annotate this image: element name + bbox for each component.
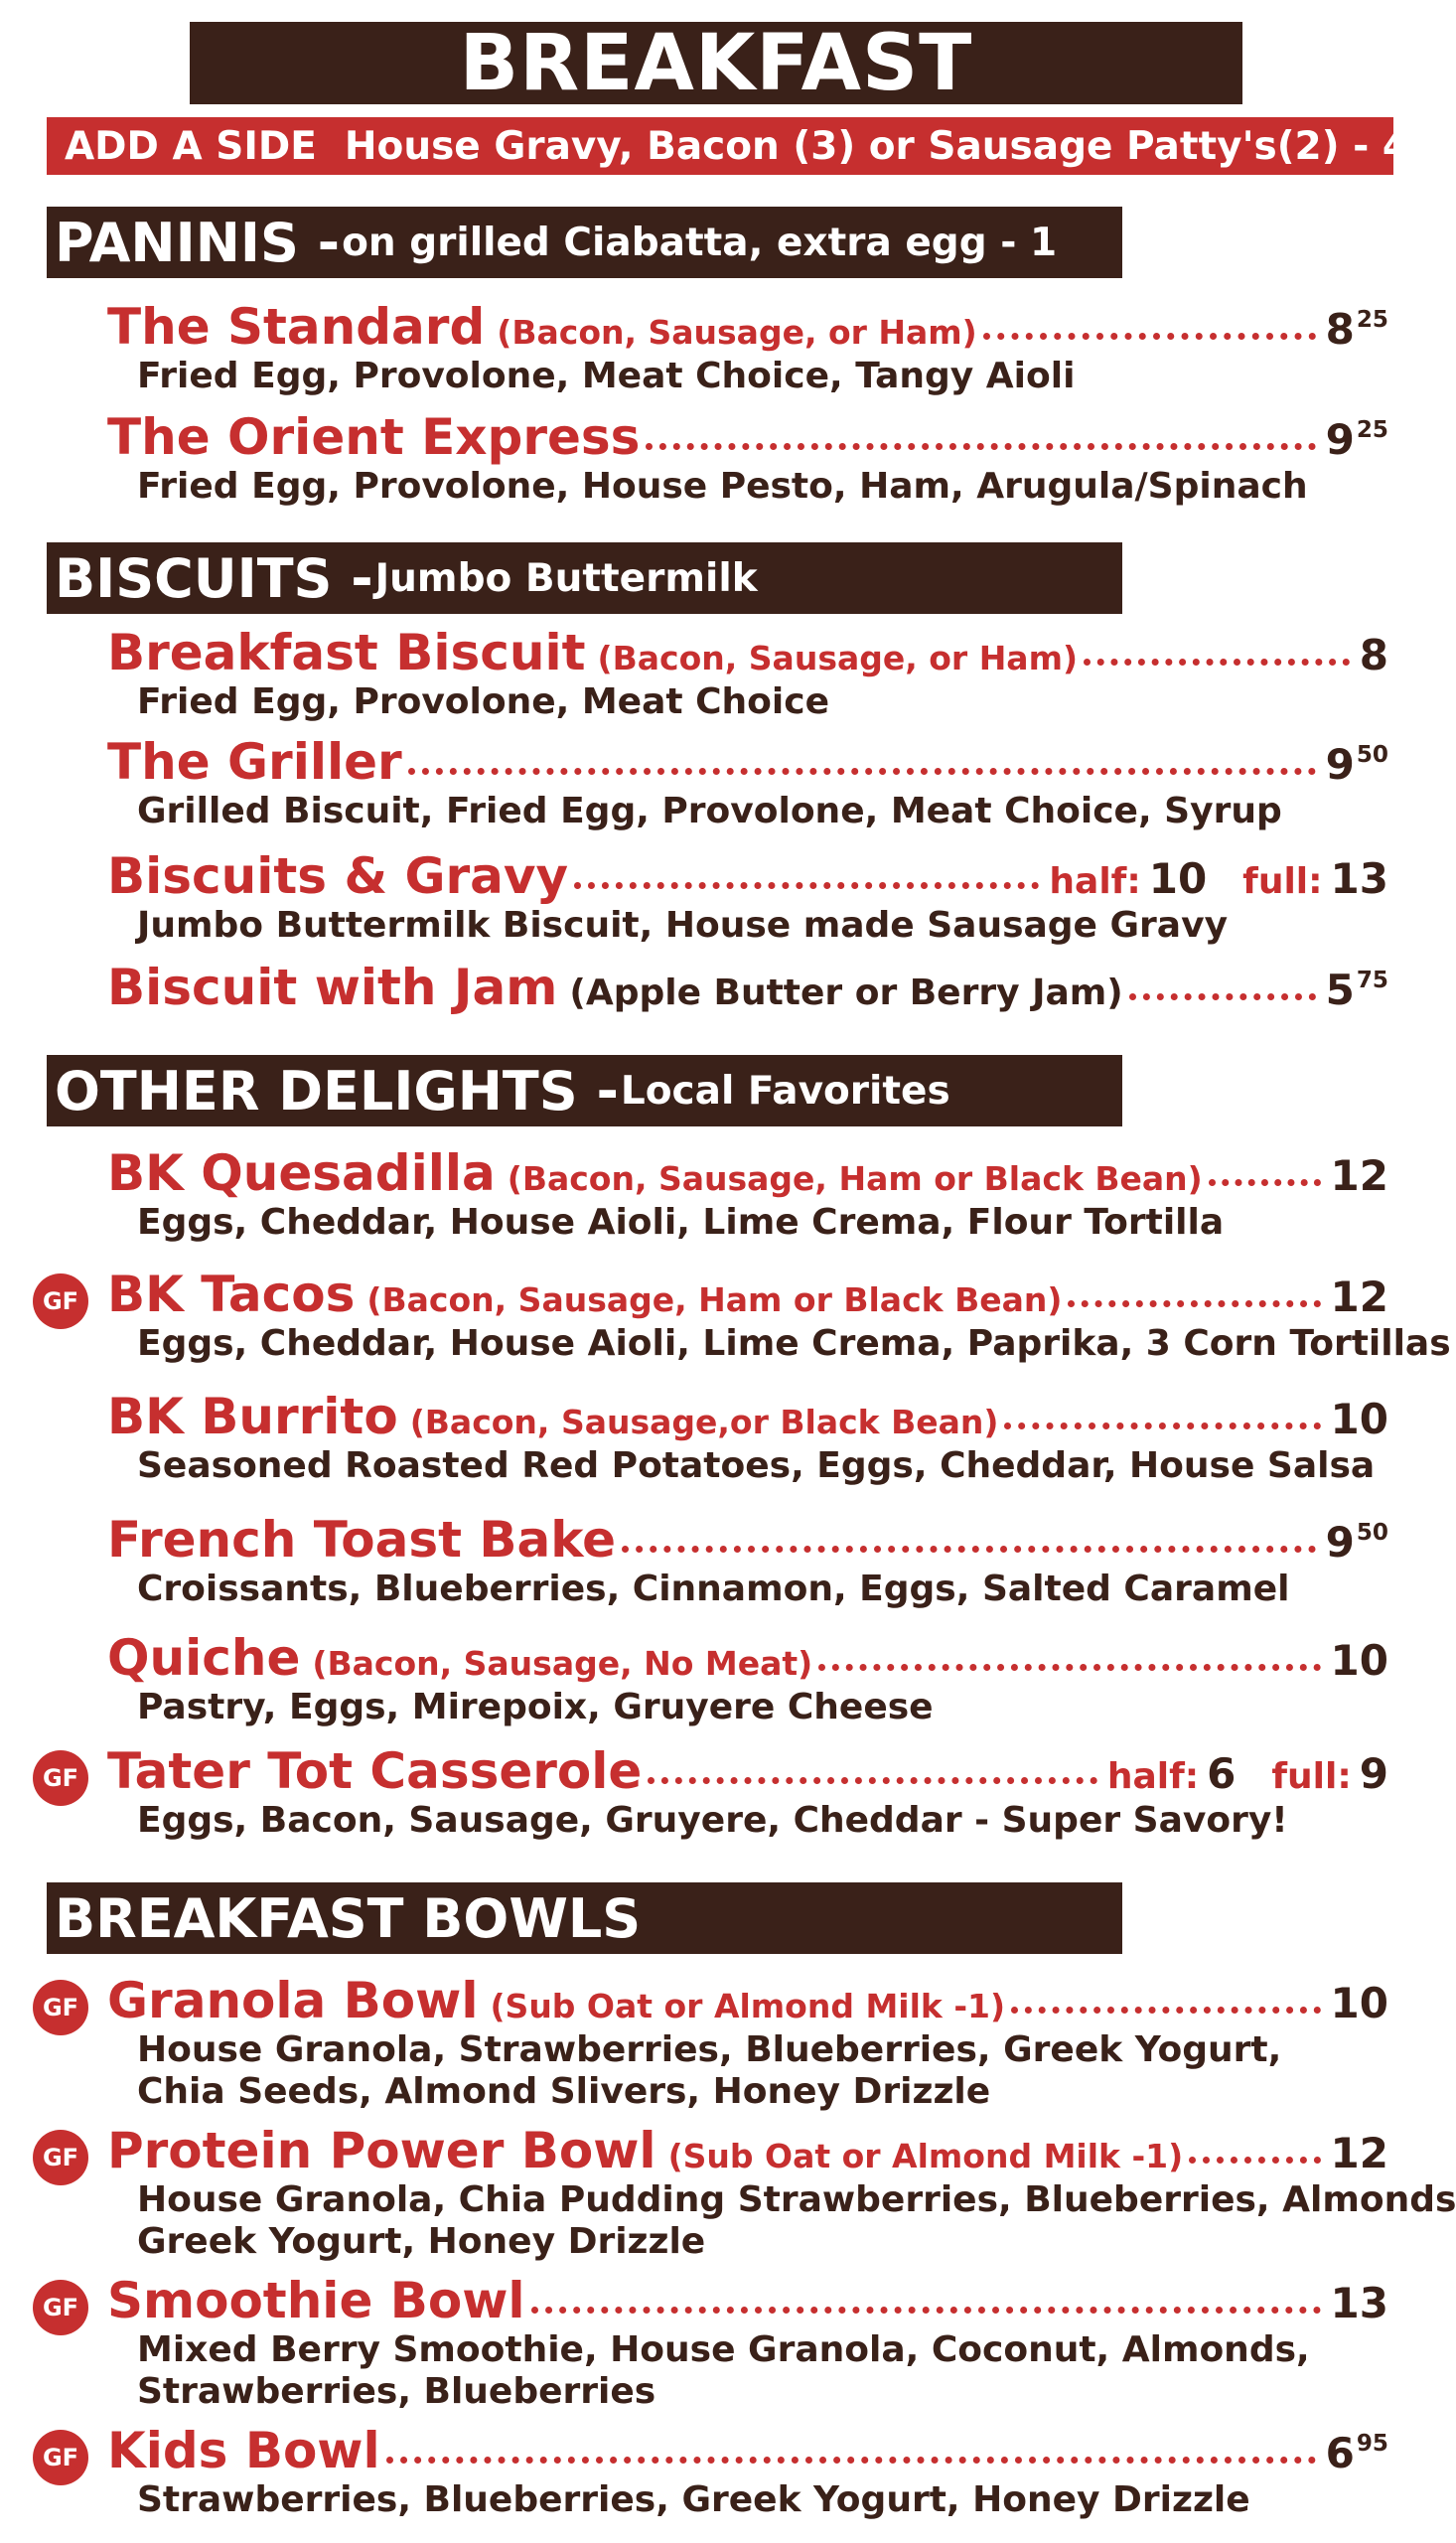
item-price: [1360, 631, 1388, 679]
item-description: Strawberries, Blueberries, Greek Yogurt, Honey Drizzle: [137, 2479, 1250, 2520]
gluten-free-badge: GF: [33, 2280, 88, 2335]
item-price: [1331, 2279, 1388, 2327]
dot-leader: [622, 1546, 1316, 1553]
dot-leader: [648, 1777, 1096, 1784]
menu-item: [42, 1972, 1398, 2113]
menu-item-row: [107, 624, 1398, 681]
gluten-free-badge: GF: [33, 1980, 88, 2035]
price-dollars: 10: [1330, 1979, 1388, 2027]
item-options: (Sub Oat or Almond Milk -1): [667, 2137, 1184, 2175]
menu-item: [42, 2422, 1398, 2521]
menu-item: [107, 959, 1398, 1016]
add-a-side-banner: [47, 117, 1441, 175]
item-name: Tater Tot Casserole: [107, 1742, 643, 1800]
item-description: Croissants, Blueberries, Cinnamon, Eggs, Salted Caramel: [137, 1569, 1290, 1609]
menu-item-row: [107, 1388, 1398, 1445]
dot-leader: [574, 882, 1039, 889]
item-price-half-full: [1107, 1749, 1398, 1798]
item-description: Mixed Berry Smoothie, House Granola, Coconut, Almonds,: [137, 2329, 1310, 2370]
item-name: BK Burrito: [107, 1388, 398, 1445]
item-options: (Bacon, Sausage, Ham or Black Bean): [507, 1159, 1203, 1198]
price-dollars: 9: [1325, 415, 1355, 464]
dot-leader: [1011, 2007, 1320, 2014]
dot-leader: [1189, 2157, 1320, 2164]
section-subtitle: Local Favorites: [620, 1068, 950, 1114]
item-price: [1331, 1395, 1388, 1443]
item-options: (Bacon, Sausage, No Meat): [312, 1644, 813, 1683]
price-cents: 50: [1356, 741, 1388, 768]
item-price: [1331, 2129, 1388, 2177]
item-name: Biscuits & Gravy: [107, 847, 569, 905]
dot-leader: [983, 333, 1316, 340]
item-price: [1331, 1979, 1388, 2027]
item-description: Fried Egg, Provolone, Meat Choice: [137, 681, 829, 722]
menu-item-row: [107, 847, 1398, 905]
item-description: House Granola, Chia Pudding Strawberries, Blueberries, Almonds: [137, 2179, 1456, 2220]
item-name: Biscuit with Jam: [107, 959, 558, 1016]
item-price-half-full: [1049, 854, 1398, 903]
full-label: full:: [1271, 1756, 1352, 1797]
item-description: Strawberries, Blueberries: [137, 2371, 656, 2412]
price-dollars: 9: [1325, 740, 1355, 789]
menu-item-row: [107, 408, 1398, 466]
item-description: House Granola, Strawberries, Blueberries, Greek Yogurt,: [137, 2029, 1282, 2070]
item-description: Fried Egg, Provolone, Meat Choice, Tangy Aioli: [137, 356, 1076, 396]
section-title: BREAKFAST BOWLS: [55, 1886, 642, 1950]
item-description: Chia Seeds, Almond Slivers, Honey Drizzle: [137, 2071, 991, 2112]
add-a-side-text: House Gravy, Bacon (3) or Sausage Patty's(2) - 4: [344, 123, 1409, 169]
section-header: [47, 207, 1122, 278]
menu-item: [42, 2272, 1398, 2413]
menu-item: [42, 1266, 1451, 1365]
item-price: [1326, 966, 1388, 1014]
price-cents: 50: [1356, 1519, 1388, 1546]
price-dollars: 10: [1330, 1636, 1388, 1685]
item-price: [1326, 740, 1388, 789]
item-description: Pastry, Eggs, Mirepoix, Gruyere Cheese: [137, 1687, 934, 1727]
section-title: PANINIS -: [55, 211, 341, 274]
item-price: [1331, 1636, 1388, 1685]
price-dollars: 10: [1330, 1395, 1388, 1443]
menu-item-row: [107, 733, 1398, 791]
half-label: half:: [1106, 1756, 1200, 1797]
menu-item: [107, 298, 1398, 397]
half-price: 6: [1207, 1749, 1237, 1798]
menu-item-row: [107, 1742, 1398, 1800]
item-description: Jumbo Buttermilk Biscuit, House made Sausage Gravy: [137, 905, 1229, 946]
price-dollars: 9: [1325, 1518, 1355, 1567]
item-options: (Bacon, Sausage,or Black Bean): [409, 1403, 999, 1441]
item-description: Eggs, Bacon, Sausage, Gruyere, Cheddar - Super Savory!: [137, 1800, 1288, 1841]
item-name: Smoothie Bowl: [107, 2272, 525, 2329]
price-dollars: 13: [1330, 2279, 1388, 2327]
section-header: [47, 1882, 1122, 1954]
item-price: [1326, 1518, 1388, 1567]
section-title: OTHER DELIGHTS -: [55, 1059, 619, 1122]
item-name: Kids Bowl: [107, 2422, 380, 2479]
price-dollars: 6: [1325, 2429, 1355, 2477]
item-name: Granola Bowl: [107, 1972, 479, 2029]
menu-item-row: [107, 1144, 1398, 1202]
half-price: 10: [1148, 854, 1208, 903]
item-name: The Standard: [107, 298, 486, 356]
dot-leader: [818, 1664, 1320, 1671]
menu-item-row: [107, 959, 1398, 1016]
price-cents: 25: [1356, 416, 1388, 443]
item-options: (Sub Oat or Almond Milk -1): [490, 1987, 1006, 2025]
menu-item: [107, 408, 1398, 508]
gluten-free-badge: GF: [33, 2430, 88, 2485]
item-name: The Griller: [107, 733, 402, 791]
price-dollars: 12: [1330, 1151, 1388, 1200]
dot-leader: [386, 2457, 1316, 2464]
item-name: BK Quesadilla: [107, 1144, 496, 1202]
half-label: half:: [1049, 861, 1141, 902]
item-name: Protein Power Bowl: [107, 2122, 656, 2179]
item-price: [1326, 2429, 1388, 2477]
price-dollars: 8: [1325, 305, 1355, 354]
menu-item: [107, 1629, 1398, 1728]
price-cents: 25: [1356, 306, 1388, 333]
dot-leader: [1004, 1422, 1320, 1429]
item-description: Fried Egg, Provolone, House Pesto, Ham, Arugula/Spinach: [137, 466, 1308, 507]
item-name: The Orient Express: [107, 408, 641, 466]
gluten-free-badge: GF: [33, 1273, 88, 1329]
menu-item: [42, 1742, 1398, 1842]
item-price: [1326, 305, 1388, 354]
price-dollars: 5: [1325, 966, 1355, 1014]
menu-item-row: [107, 1511, 1398, 1569]
item-options: (Bacon, Sausage, Ham or Black Bean): [366, 1280, 1063, 1319]
dot-leader: [1209, 1179, 1321, 1186]
menu-item-row: [107, 298, 1398, 356]
item-description: Seasoned Roasted Red Potatoes, Eggs, Cheddar, House Salsa: [137, 1445, 1376, 1486]
full-price: 9: [1359, 1749, 1388, 1798]
item-description: Grilled Biscuit, Fried Egg, Provolone, Meat Choice, Syrup: [137, 791, 1282, 831]
dot-leader: [1129, 993, 1316, 1000]
menu-title: BREAKFAST: [190, 22, 1242, 104]
menu-item-row: [107, 2272, 1398, 2329]
item-price: [1326, 415, 1388, 464]
item-name: BK Tacos: [107, 1266, 356, 1323]
add-a-side-label: ADD A SIDE: [65, 123, 317, 169]
item-options: (Apple Butter or Berry Jam): [569, 972, 1123, 1013]
item-name: French Toast Bake: [107, 1511, 617, 1569]
menu-item: [42, 2122, 1456, 2263]
full-price: 13: [1330, 854, 1388, 903]
dot-leader: [1068, 1300, 1320, 1307]
menu-item: [107, 733, 1398, 832]
item-description: Eggs, Cheddar, House Aioli, Lime Crema, Paprika, 3 Corn Tortillas: [137, 1323, 1451, 1364]
full-label: full:: [1242, 861, 1323, 902]
dot-leader: [408, 768, 1316, 775]
menu-item-row: [107, 1629, 1398, 1687]
section-title: BISCUITS -: [55, 546, 373, 610]
price-dollars: 12: [1330, 2129, 1388, 2177]
menu-item: [107, 1388, 1398, 1487]
dot-leader: [646, 443, 1315, 450]
item-price: [1331, 1272, 1388, 1321]
menu-item-row: [107, 1266, 1398, 1323]
gluten-free-badge: GF: [33, 2130, 88, 2185]
menu-item: [107, 1511, 1398, 1610]
menu-item-row: [107, 2122, 1398, 2179]
item-description: Eggs, Cheddar, House Aioli, Lime Crema, Flour Tortilla: [137, 1202, 1225, 1243]
menu-item: [107, 624, 1398, 723]
item-options: (Bacon, Sausage, or Ham): [597, 639, 1079, 677]
item-description: Greek Yogurt, Honey Drizzle: [137, 2221, 706, 2262]
add-a-side-cents: 50: [1411, 133, 1441, 159]
section-header: [47, 1055, 1122, 1126]
menu-item: [107, 1144, 1398, 1244]
price-dollars: 12: [1330, 1272, 1388, 1321]
price-cents: 75: [1356, 967, 1388, 993]
dot-leader: [531, 2307, 1321, 2314]
section-subtitle: Jumbo Buttermilk: [374, 555, 758, 601]
dot-leader: [1084, 659, 1350, 666]
menu-item-row: [107, 1972, 1398, 2029]
section-header: [47, 542, 1122, 614]
price-dollars: 8: [1359, 631, 1388, 679]
item-price: [1331, 1151, 1388, 1200]
item-name: Quiche: [107, 1629, 301, 1687]
item-options: (Bacon, Sausage, or Ham): [497, 313, 977, 352]
menu-item: [107, 847, 1398, 947]
price-cents: 95: [1356, 2430, 1388, 2457]
item-name: Breakfast Biscuit: [107, 624, 586, 681]
section-subtitle: on grilled Ciabatta, extra egg - 1: [342, 220, 1058, 265]
menu-item-row: [107, 2422, 1398, 2479]
gluten-free-badge: GF: [33, 1750, 88, 1806]
